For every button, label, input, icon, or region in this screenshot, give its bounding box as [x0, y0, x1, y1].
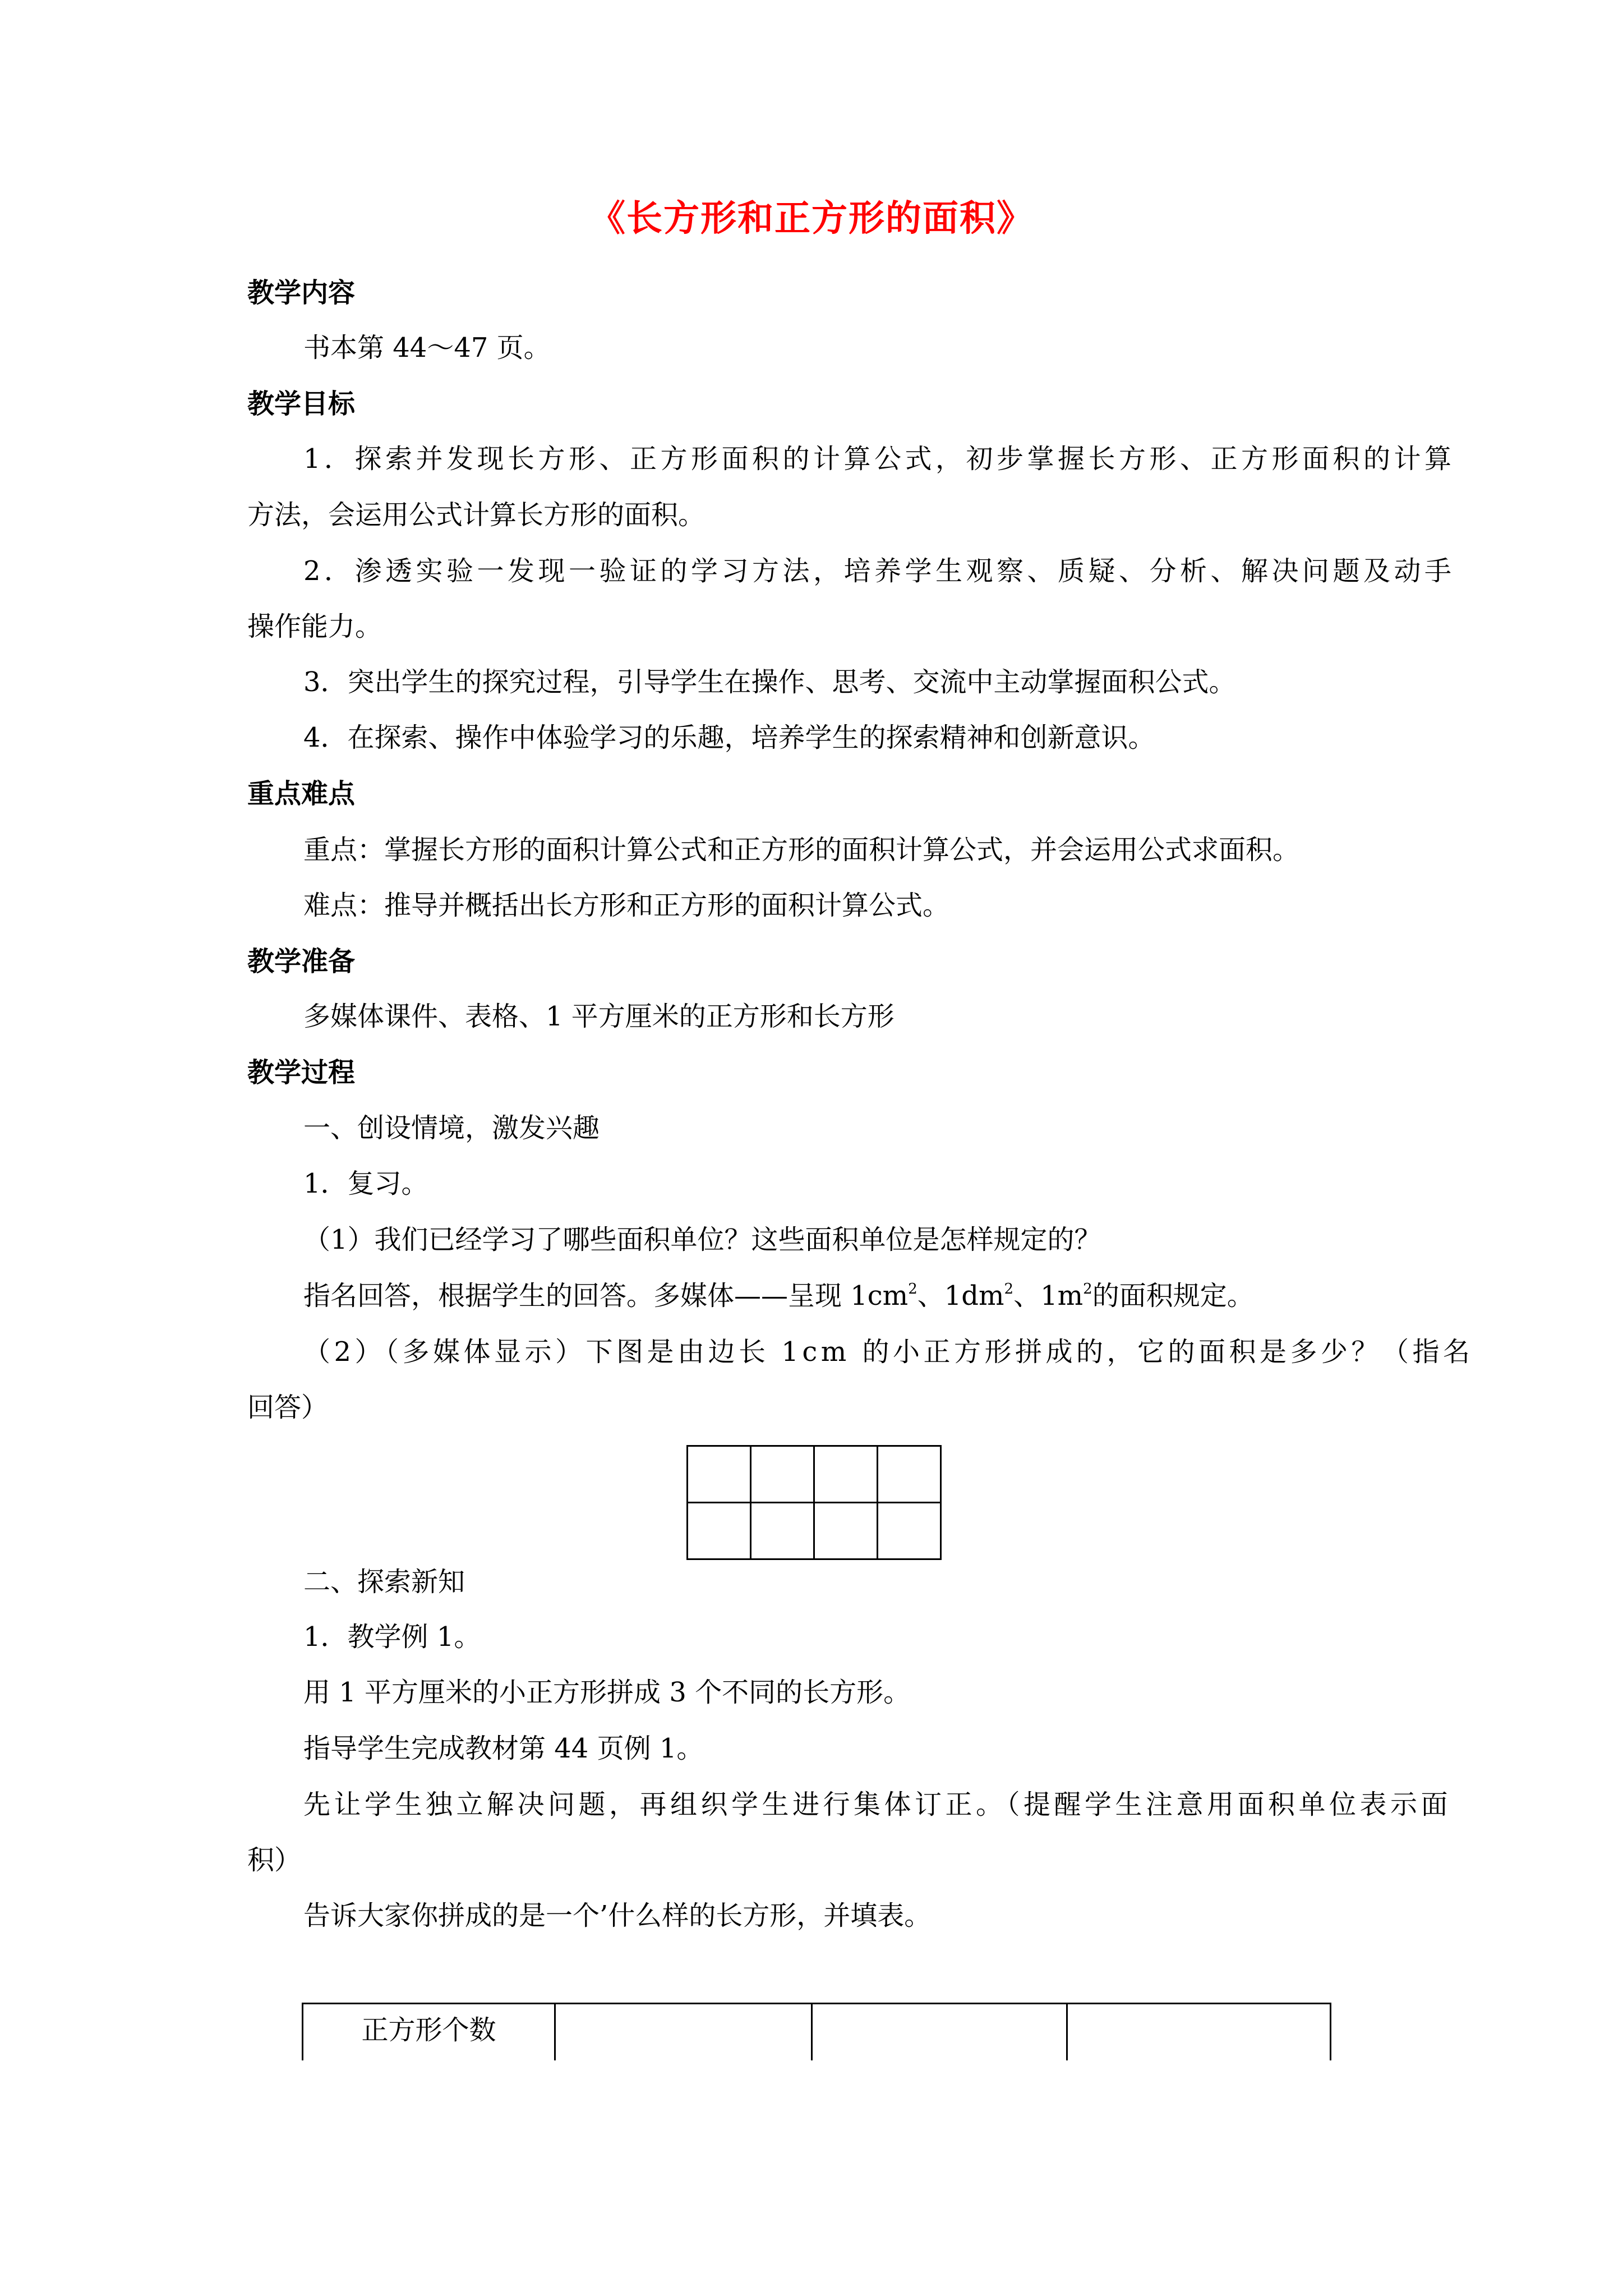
heading-goals: 教学目标 — [247, 388, 356, 420]
answer-line — [303, 1278, 1254, 1314]
goal-3: 3．突出学生的探究过程，引导学生在操作、思考、交流中主动掌握面积公式。 — [303, 666, 1236, 698]
review-label: 1．复习。 — [303, 1168, 428, 1199]
square-grid-figure — [686, 1445, 942, 1560]
table-column-divider — [811, 2004, 813, 2060]
question-2-line-2: 回答） — [247, 1392, 329, 1423]
grid-cell — [814, 1446, 878, 1503]
heading-key-points: 重点难点 — [247, 778, 356, 809]
answer-text-c: 、1m — [1013, 1280, 1083, 1312]
superscript-2: 2 — [908, 1281, 917, 1297]
grid-cell — [878, 1446, 941, 1503]
guide-text: 指导学生完成教材第 44 页例 1。 — [303, 1733, 704, 1764]
tell-text: 告诉大家你拼成的是一个’什么样的长方形，并填表。 — [303, 1900, 932, 1931]
table-column-divider — [554, 2004, 556, 2060]
independent-line-2: 积） — [247, 1844, 302, 1876]
grid-row — [688, 1503, 941, 1559]
question-1: （1）我们已经学习了哪些面积单位？这些面积单位是怎样规定的？ — [303, 1224, 1101, 1255]
question-2-line-1: （2）（多媒体显示）下图是由边长 1cm 的小正方形拼成的，它的面积是多少？（指名 — [303, 1336, 1474, 1368]
answer-text-d: 的面积规定。 — [1092, 1280, 1254, 1312]
content-text: 书本第 44～47 页。 — [303, 332, 551, 364]
grid-cell — [751, 1503, 814, 1559]
grid-cell — [688, 1446, 751, 1503]
table-column-divider — [1066, 2004, 1068, 2060]
independent-line-1: 先让学生独立解决问题，再组织学生进行集体订正。（提醒学生注意用面积单位表示面 — [303, 1789, 1452, 1820]
key-point: 重点：掌握长方形的面积计算公式和正方形的面积计算公式，并会运用公式求面积。 — [303, 834, 1300, 866]
goal-4: 4．在探索、操作中体验学习的乐趣，培养学生的探索精神和创新意识。 — [303, 722, 1155, 753]
answer-text-a: 指名回答，根据学生的回答。多媒体——呈现 1cm — [303, 1280, 909, 1312]
grid-cell — [688, 1503, 751, 1559]
grid-cell — [751, 1446, 814, 1503]
part-2-title: 二、探索新知 — [303, 1566, 465, 1598]
superscript-2: 2 — [1083, 1281, 1092, 1297]
grid-cell — [878, 1503, 941, 1559]
goal-1-line-1: 1．探索并发现长方形、正方形面积的计算公式，初步掌握长方形、正方形面积的计算 — [303, 443, 1455, 475]
page-title: 《长方形和正方形的面积》 — [589, 197, 1034, 240]
table-header-label: 正方形个数 — [361, 2014, 496, 2046]
heading-content: 教学内容 — [247, 277, 356, 309]
task-text: 用 1 平方厘米的小正方形拼成 3 个不同的长方形。 — [303, 1677, 911, 1708]
fill-in-table — [302, 2003, 1331, 2060]
superscript-2: 2 — [1004, 1281, 1014, 1297]
answer-text-b: 、1dm — [917, 1280, 1004, 1312]
grid-row — [688, 1446, 941, 1503]
preparation-text: 多媒体课件、表格、1 平方厘米的正方形和长方形 — [303, 1001, 895, 1032]
part-1-title: 一、创设情境，激发兴趣 — [303, 1112, 600, 1144]
goal-2-line-2: 操作能力。 — [247, 611, 382, 642]
heading-preparation: 教学准备 — [247, 946, 356, 977]
example-1: 1．教学例 1。 — [303, 1621, 481, 1653]
grid-cell — [814, 1503, 878, 1559]
goal-2-line-1: 2．渗透实验一发现一验证的学习方法，培养学生观察、质疑、分析、解决问题及动手 — [303, 555, 1455, 587]
heading-process: 教学过程 — [247, 1057, 356, 1088]
goal-1-line-2: 方法，会运用公式计算长方形的面积。 — [247, 499, 706, 531]
difficulty: 难点：推导并概括出长方形和正方形的面积计算公式。 — [303, 890, 950, 921]
